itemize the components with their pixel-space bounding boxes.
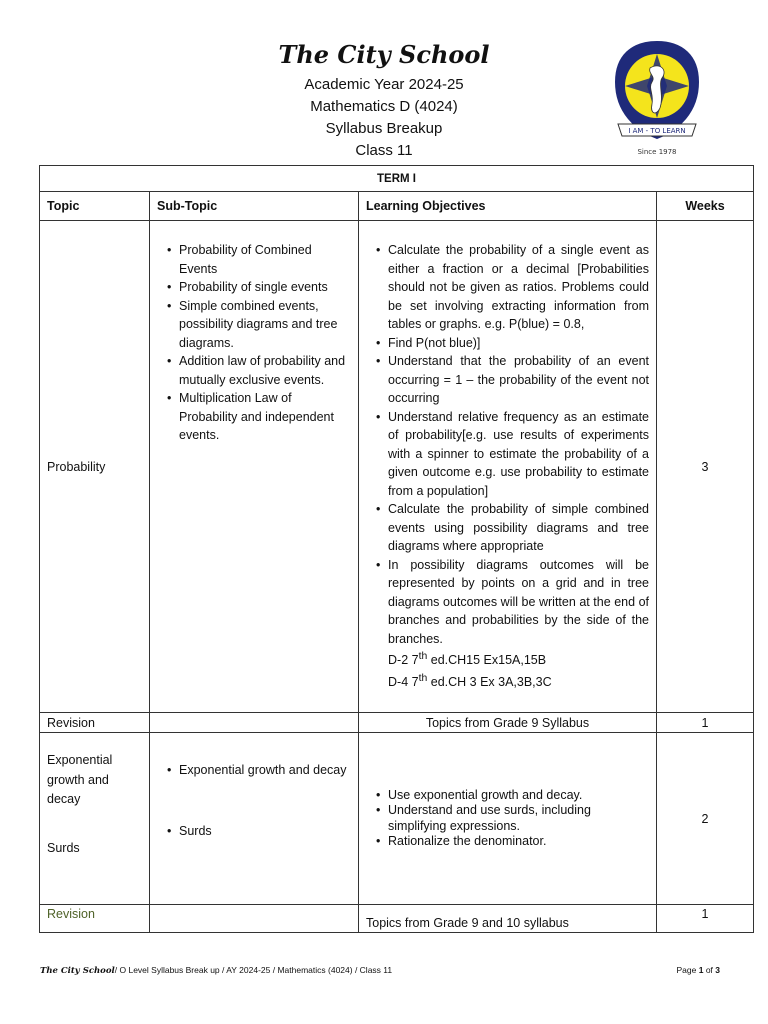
subtopic-cell — [150, 221, 359, 713]
footer-brand: The City School — [40, 966, 115, 976]
weeks-cell: 1 — [657, 905, 754, 933]
list-item: • Simple combined events, possibility diagrams and tree diagrams. — [179, 297, 351, 353]
table-header-row — [40, 192, 754, 221]
syllabus-table — [39, 165, 754, 933]
term-row — [40, 166, 754, 192]
reference-line: D-4 7th ed.CH 3 Ex 3A,3B,3C — [388, 672, 552, 689]
list-item: • Probability of single events — [179, 278, 351, 297]
academic-year: Academic Year 2024-25 — [304, 76, 464, 93]
topic-cell — [40, 733, 150, 905]
list-item: • Calculate the probability of simple combined events using possibility diagrams and tree diagrams where appropriate — [388, 500, 649, 556]
table-row — [40, 713, 754, 733]
list-item: • Multiplication Law of Probability and independent events. — [179, 389, 351, 445]
table-row — [40, 221, 754, 713]
objectives-cell — [359, 733, 657, 905]
objectives-cell — [359, 221, 657, 713]
table-row — [40, 733, 754, 905]
table-row — [40, 905, 754, 933]
list-item: • In possibility diagrams outcomes will be represented by points on a grid and in tree diagrams outcomes will be written at the end of branches and probabilities by the side of the branches. — [388, 556, 649, 649]
list-item: • Understand and use surds, including simplifying expressions. — [388, 803, 649, 834]
class-label: Class 11 — [355, 142, 413, 159]
page-number: Page 1 of 3 — [676, 965, 720, 975]
footer-text: / O Level Syllabus Break up / AY 2024-25 / Mathematics (4024) / Class 11 — [114, 965, 393, 975]
header-topic: Topic — [40, 192, 150, 221]
header-weeks: Weeks — [657, 192, 754, 221]
list-item: • Surds — [179, 824, 351, 840]
list-item: • Rationalize the denominator. — [388, 834, 649, 850]
page-footer — [40, 965, 720, 976]
list-item: • Addition law of probability and mutually exclusive events. — [179, 352, 351, 389]
topic-cell: Probability — [40, 221, 150, 713]
topic-cell: Revision — [40, 713, 150, 733]
topic-cell: Revision — [40, 905, 150, 933]
topic-surds: Surds — [47, 840, 80, 855]
doc-title: Syllabus Breakup — [325, 120, 443, 137]
header-subtopic: Sub-Topic — [150, 192, 359, 221]
list-item: • Exponential growth and decay — [179, 763, 351, 779]
list-item: • Understand that the probability of an event occurring = 1 – the probability of the event not occurring — [388, 352, 649, 408]
topic-exponential: Exponential growth and decay — [47, 753, 113, 806]
list-item: • Understand relative frequency as an estimate of probability[e.g. use results of experiments with a spinner to estimate the probability of a given outcome e.g. use probability to estimate from a population] — [388, 408, 649, 501]
term-label: TERM I — [40, 166, 754, 192]
list-item: • Calculate the probability of a single event as either a fraction or a decimal [Probabilities should not be given as ratios. Problems could be set involving extracting information from tables or graphs. e.g. P(blue) = 0.8, — [388, 241, 649, 334]
school-title: The City School — [278, 40, 490, 69]
reference-line: D-2 7th ed.CH15 Ex15A,15B — [388, 651, 547, 668]
subtopic-cell — [150, 905, 359, 933]
weeks-cell: 2 — [657, 733, 754, 905]
subject-title: Mathematics D (4024) — [310, 98, 458, 115]
logo-since: Since 1978 — [637, 148, 677, 156]
objectives-cell: Topics from Grade 9 and 10 syllabus — [359, 905, 657, 933]
weeks-cell: 1 — [657, 713, 754, 733]
list-item: • Use exponential growth and decay. — [388, 788, 649, 804]
logo-motto: I AM - TO LEARN — [628, 127, 686, 135]
header-objectives: Learning Objectives — [359, 192, 657, 221]
subtopic-cell — [150, 713, 359, 733]
subtopic-cell — [150, 733, 359, 905]
objectives-cell: Topics from Grade 9 Syllabus — [359, 713, 657, 733]
school-crest-logo — [612, 38, 702, 158]
list-item: • Find P(not blue)] — [388, 334, 649, 353]
weeks-cell: 3 — [657, 221, 754, 713]
list-item: • Probability of Combined Events — [179, 241, 351, 278]
